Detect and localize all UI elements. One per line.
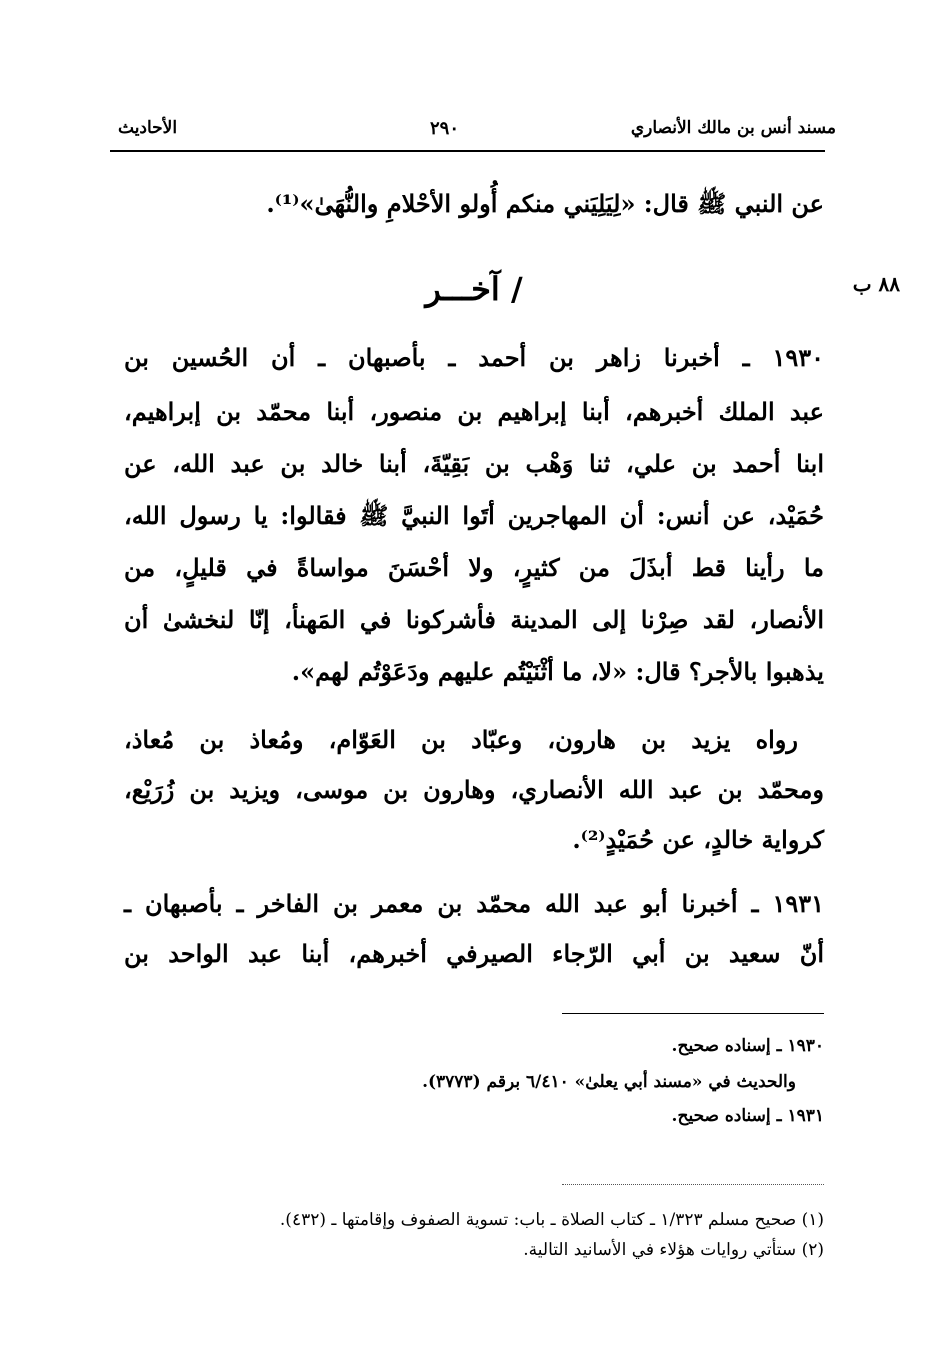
hadith-1930-line: ١٩٣٠ ـ أخبرنا زاهر بن أحمد ـ بأصبهان ـ أن الحُسين بن (124, 343, 824, 372)
footnote-grading: ١٩٣١ ـ إسناده صحيح. (671, 1106, 824, 1126)
riwaya-line: رواه يزيد بن هارون، وعبّاد بن العَوّام، ومُعاذ بن مُعاذ، (124, 725, 798, 754)
riwaya-line: ومحمّد بن عبد الله الأنصاري، وهارون بن موسى، ويزيد بن زُرَيْع، (124, 775, 824, 804)
manuscript-folio-note: ٨٨ ب (852, 272, 900, 296)
hadith-1930-line: ما رأينا قط أبذَلَ من كثيرٍ، ولا أحْسَنَ مواساةً في قليلٍ، من (124, 553, 824, 582)
page-number: ٢٩٠ (430, 118, 460, 139)
riwaya-line: كرواية خالدٍ، عن حُمَيْدٍ⁽²⁾. (572, 825, 824, 854)
hadith-1930-line: الأنصار، لقد صِرْنا إلى المدينة فأشركونا في المَهنأ، إنّا لنخشىٰ أن (124, 605, 824, 634)
hadith-1930-line: يذهبوا بالأجر؟ قال: «لا، ما أثْنَيْتُم عليهم ودَعَوْتُم لهم». (291, 657, 824, 686)
hadith-1931-line: ١٩٣١ ـ أخبرنا أبو عبد الله محمّد بن معمر بن الفاخر ـ بأصبهان ـ (124, 889, 824, 918)
hadith-1931-line: أنّ سعيد بن أبي الرّجاء الصيرفي أخبرهم، أبنا عبد الواحد بن (124, 939, 824, 968)
header-rule (110, 150, 825, 152)
running-header-title: مسند أنس بن مالك الأنصاري (630, 118, 836, 138)
footnote-note: (١) صحيح مسلم ١/٣٢٣ ـ كتاب الصلاة ـ باب: تسوية الصفوف وإقامتها ـ (٤٣٢). (279, 1210, 824, 1230)
footnote-reference: والحديث في «مسند أبي يعلىٰ» ٦/٤١٠ برقم (٣٧٧٣). (422, 1072, 796, 1092)
footnote-grading: ١٩٣٠ ـ إسناده صحيح. (671, 1036, 824, 1056)
footnote-dotted-separator (562, 1184, 824, 1185)
intro-line: عن النبي ﷺ قال: «لِيَلِيَني منكم أُولو الأحْلامِ والنُّهَىٰ»⁽¹⁾. (266, 189, 824, 218)
running-header-section: الأحاديث (118, 118, 178, 138)
section-title: / آخـــر (425, 270, 523, 308)
footnote-separator (562, 1013, 824, 1014)
hadith-1930-line: حُمَيْد، عن أنس: أن المهاجرين أتَوا النبيَّ ﷺ فقالوا: يا رسول الله، (124, 501, 824, 530)
hadith-1930-line: ابنا أحمد بن علي، ثنا وَهْب بن بَقِيّةَ، أبنا خالد بن عبد الله، عن (124, 449, 824, 478)
footnote-note: (٢) ستأتي روايات هؤلاء في الأسانيد التالية. (523, 1240, 824, 1260)
hadith-1930-line: عبد الملك أخبرهم، أبنا إبراهيم بن منصور، أبنا محمّد بن إبراهيم، (124, 397, 824, 426)
